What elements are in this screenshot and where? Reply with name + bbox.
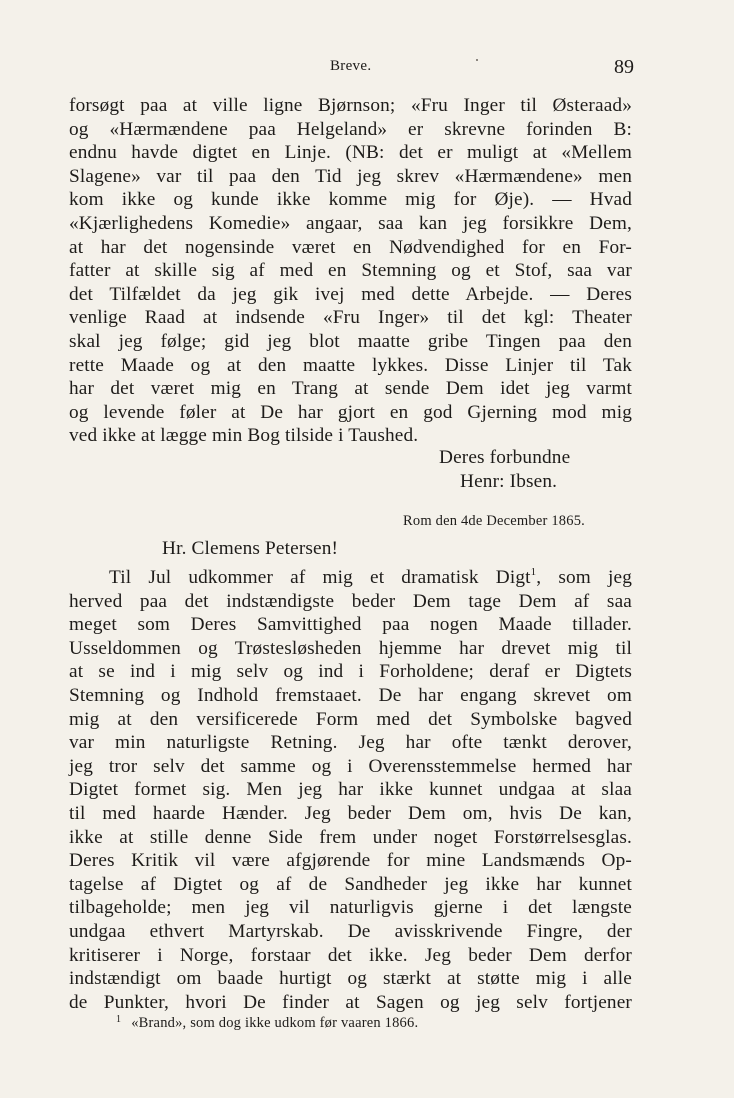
running-title: Breve. xyxy=(330,58,372,74)
text-line: ikke at stille denne Side frem under noget Forstørrelsesglas. xyxy=(69,826,632,848)
text-line: mig at den versificerede Form med det Symbolske bagved xyxy=(69,708,632,730)
text-line: at har det nogensinde været en Nødvendighed for en For- xyxy=(69,236,632,258)
text-line: endnu havde digtet en Linje. (NB: det er muligt at «Mellem xyxy=(69,142,632,164)
text-line: Digtet formet sig. Men jeg har ikke kunnet undgaa at slaa xyxy=(69,779,632,801)
print-speck xyxy=(476,59,478,61)
text-line: meget som Deres Samvittighed paa nogen Maade tillader. xyxy=(69,614,632,636)
first-line-text-end: , som jeg xyxy=(536,567,632,588)
text-line: tagelse af Digtet og af de Sandheder jeg ikke har kunnet xyxy=(69,873,632,895)
closing-phrase: Deres forbundne xyxy=(439,447,571,468)
letter-1-closing xyxy=(439,446,570,493)
footnote-reference: 1 xyxy=(530,565,537,578)
text-line: at se ind i mig selv og ind i Forholdene; deraf er Digtets xyxy=(69,661,632,683)
page-number: 89 xyxy=(614,56,634,78)
text-line: har det været mig en Trang at sende Dem idet jeg varmt xyxy=(69,378,632,400)
letter-2-dateline: Rom den 4de December 1865. xyxy=(403,513,585,529)
text-line: kom ikke og kunde ikke komme mig for Øje). — Hvad xyxy=(69,189,632,211)
text-line: undgaa ethvert Martyrskab. De avisskrivende Fingre, der xyxy=(69,920,632,942)
letter-2-salutation: Hr. Clemens Petersen! xyxy=(162,538,339,559)
footnote-text: «Brand», som dog ikke udkom før vaaren 1866. xyxy=(131,1015,419,1031)
text-line: ved ikke at lægge min Bog tilside i Taushed. xyxy=(69,425,419,447)
running-head xyxy=(0,56,734,82)
footnote xyxy=(116,1015,418,1032)
text-line: og «Hærmændene paa Helgeland» er skrevne forinden B: xyxy=(69,118,632,140)
letter-1-body xyxy=(69,94,632,448)
signature: Henr: Ibsen. xyxy=(460,470,558,492)
letter-2-body xyxy=(69,566,632,1014)
text-line: til med haarde Hænder. Jeg beder Dem om, hvis De kan, xyxy=(69,802,632,824)
text-line: jeg tror selv det samme og i Overensstemmelse hermed har xyxy=(69,755,632,777)
letter-2-first-line xyxy=(69,566,632,590)
text-line: skal jeg følge; gid jeg blot maatte gribe Tingen paa den xyxy=(69,330,632,352)
text-line: herved paa det indstændigste beder Dem tage Dem af saa xyxy=(69,590,632,612)
text-line: tilbageholde; men jeg vil naturligvis gjerne i det længste xyxy=(69,897,632,919)
text-line: kritiserer i Norge, forstaar det ikke. Jeg beder Dem derfor xyxy=(69,944,632,966)
first-line-text: Til Jul udkommer af mig et dramatisk Digt xyxy=(109,567,531,588)
text-line: var min naturligste Retning. Jeg har ofte tænkt derover, xyxy=(69,732,632,754)
text-line: fatter at skille sig af med en Stemning og et Stof, saa var xyxy=(69,260,632,282)
text-line: rette Maade og at den maatte lykkes. Disse Linjer til Tak xyxy=(69,354,632,376)
text-line: Stemning og Indhold fremstaaet. De har engang skrevet om xyxy=(69,684,632,706)
text-line: forsøgt paa at ville ligne Bjørnson; «Fru Inger til Østeraad» xyxy=(69,95,632,116)
text-line: «Kjærlighedens Komedie» angaar, saa kan jeg forsikkre Dem, xyxy=(69,212,632,234)
text-line: venlige Raad at indsende «Fru Inger» til det kgl: Theater xyxy=(69,307,632,329)
text-line: Slagene» var til paa den Tid jeg skrev «Hærmændene» men xyxy=(69,165,632,187)
text-line: Usseldommen og Trøstesløsheden hjemme har drevet mig til xyxy=(69,637,632,659)
text-line: indstændigt om baade hurtigt og stærkt at støtte mig i alle xyxy=(69,968,632,990)
text-line: og levende føler at De har gjort en god Gjerning mod mig xyxy=(69,401,632,423)
letter-2-lines xyxy=(69,590,632,1015)
text-line: det Tilfældet da jeg gik ivej med dette Arbejde. — Deres xyxy=(69,283,632,305)
footnote-number: 1 xyxy=(116,1014,122,1025)
text-line: Deres Kritik vil være afgjørende for mine Landsmænds Op- xyxy=(69,850,632,872)
text-line: de Punkter, hvori De finder at Sagen og jeg selv fortjener xyxy=(69,991,632,1013)
